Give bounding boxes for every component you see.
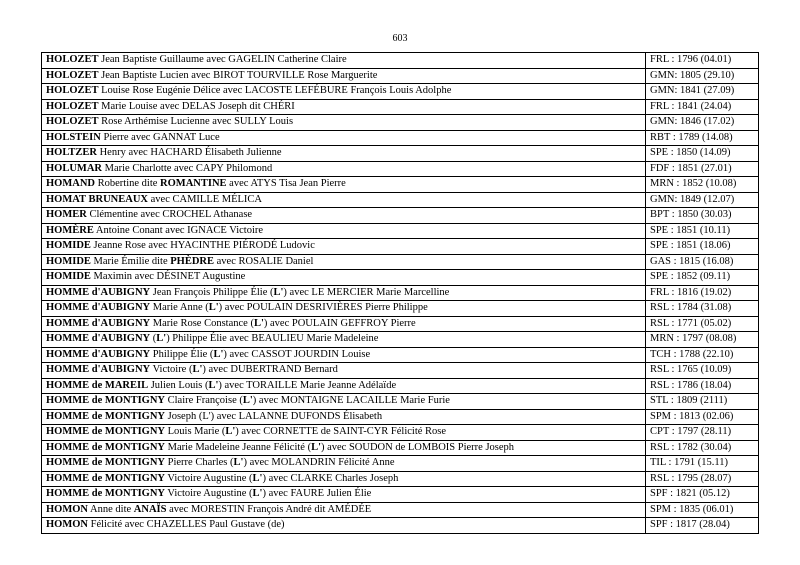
table-row <box>42 161 759 177</box>
source-reference-cell: RSL : 1771 (05.02) <box>646 316 759 332</box>
source-reference-cell: GMN: 1849 (12.07) <box>646 192 759 208</box>
entry-name-bold: HOMME d'AUBIGNY <box>46 302 151 314</box>
source-reference-cell: SPE : 1850 (14.09) <box>646 146 759 162</box>
entry-text: Marie Anne ( <box>150 302 209 314</box>
entry-name-bold: HOMON <box>46 519 88 531</box>
entry-name-bold: HOLOZET <box>46 116 99 128</box>
source-reference-cell: SPF : 1817 (28.04) <box>646 518 759 534</box>
entry-text: Marie Louise avec DELAS Joseph dit CHÉRI <box>98 100 295 112</box>
table-row <box>42 84 759 100</box>
table-row <box>42 332 759 348</box>
entry-name-bold: L' <box>213 348 224 360</box>
entry-name-bold: HOMME de MONTIGNY <box>46 441 165 453</box>
marriage-entry-cell <box>42 223 646 239</box>
table-row <box>42 99 759 115</box>
marriage-entry-cell <box>42 239 646 255</box>
source-reference-cell: RSL : 1784 (31.08) <box>646 301 759 317</box>
entry-name-bold: L' <box>192 364 203 376</box>
marriage-entry-cell <box>42 177 646 193</box>
entry-text: Louis Marie ( <box>165 426 226 438</box>
marriage-entry-cell <box>42 487 646 503</box>
marriage-entry-cell <box>42 316 646 332</box>
entry-text: Marie Rose Constance ( <box>150 317 254 329</box>
entry-name-bold: HOLOZET <box>46 100 99 112</box>
source-reference-cell: GMN: 1841 (27.09) <box>646 84 759 100</box>
entry-name-bold: HOMME d'AUBIGNY <box>46 286 151 298</box>
entry-name-bold: L' <box>311 441 321 453</box>
entry-text: ( <box>150 333 157 345</box>
entry-name-bold: ANAÏS <box>133 503 167 515</box>
entry-name-bold: HOMAND <box>46 178 95 190</box>
source-reference-cell: FRL : 1816 (19.02) <box>646 285 759 301</box>
entry-name-bold: HOMER <box>46 209 87 221</box>
entry-text: ) avec MONTAIGNE LACAILLE Marie Furie <box>252 395 450 407</box>
marriage-entry-cell <box>42 425 646 441</box>
source-reference-cell: FRL : 1796 (04.01) <box>646 53 759 69</box>
table-row <box>42 471 759 487</box>
entry-name-bold: HOMME de MONTIGNY <box>46 410 165 422</box>
source-reference-cell: SPE : 1852 (09.11) <box>646 270 759 286</box>
entry-text: Marie Charlotte avec CAPY Philomond <box>102 162 273 174</box>
entry-name-bold: L' <box>225 426 236 438</box>
entry-text: Victoire ( <box>150 364 193 376</box>
source-reference-cell: GMN: 1805 (29.10) <box>646 68 759 84</box>
marriage-entry-cell <box>42 146 646 162</box>
entry-name-bold: PHÈDRE <box>170 255 214 267</box>
marriage-entry-cell <box>42 53 646 69</box>
entry-text: Rose Arthémise Lucienne avec SULLY Louis <box>98 116 294 128</box>
marriage-entry-cell <box>42 254 646 270</box>
entry-text: Jean Baptiste Guillaume avec GAGELIN Catherine Claire <box>98 54 347 66</box>
table-row <box>42 316 759 332</box>
entry-text: Joseph (L') avec LALANNE DUFONDS Élisabeth <box>165 410 383 422</box>
marriage-entry-cell <box>42 347 646 363</box>
marriage-entry-cell <box>42 471 646 487</box>
source-reference-cell: TIL : 1791 (15.11) <box>646 456 759 472</box>
entry-text: Jean Baptiste Lucien avec BIROT TOURVILLE Rose Marguerite <box>98 69 378 81</box>
marriage-entry-cell <box>42 440 646 456</box>
marriage-register-table <box>41 52 759 534</box>
marriage-entry-cell <box>42 161 646 177</box>
entry-name-bold: L' <box>156 333 167 345</box>
entry-text: ) Philippe Élie avec BEAULIEU Marie Madeleine <box>166 333 379 345</box>
entry-name-bold: HOMME de MONTIGNY <box>46 488 165 500</box>
source-reference-cell: SPM : 1835 (06.01) <box>646 502 759 518</box>
marriage-entry-cell <box>42 270 646 286</box>
source-reference-cell: MRN : 1852 (10.08) <box>646 177 759 193</box>
entry-text: Jeanne Rose avec HYACINTHE PIÉRODÉ Ludovic <box>90 240 315 252</box>
table-row <box>42 440 759 456</box>
page-number: 603 <box>392 33 408 44</box>
table-row <box>42 146 759 162</box>
entry-name-bold: HOMME d'AUBIGNY <box>46 317 151 329</box>
entry-text: ) avec POULAIN GEFFROY Pierre <box>263 317 416 329</box>
entry-name-bold: HOMME de MONTIGNY <box>46 472 165 484</box>
table-row <box>42 223 759 239</box>
table-row <box>42 130 759 146</box>
marriage-entry-cell <box>42 68 646 84</box>
entry-text: ) avec MOLANDRIN Félicité Anne <box>243 457 395 469</box>
table-row <box>42 208 759 224</box>
marriage-entry-cell <box>42 332 646 348</box>
entry-text: Louise Rose Eugénie Délice avec LACOSTE LEFÉBURE François Louis Adolphe <box>98 85 452 97</box>
entry-text: Philippe Élie ( <box>150 348 214 360</box>
entry-text: Victoire Augustine ( <box>165 472 253 484</box>
table-row <box>42 363 759 379</box>
entry-name-bold: HOLSTEIN <box>46 131 101 143</box>
entry-name-bold: HOMME de MONTIGNY <box>46 457 165 469</box>
entry-name-bold: HOMIDE <box>46 255 91 267</box>
table-row <box>42 425 759 441</box>
marriage-entry-cell <box>42 394 646 410</box>
entry-name-bold: HOMME de MONTIGNY <box>46 395 165 407</box>
entry-text: Claire Françoise ( <box>165 395 243 407</box>
entry-text: ) avec FAURE Julien Élie <box>262 488 372 500</box>
entry-text: avec ATYS Tisa Jean Pierre <box>226 178 346 190</box>
source-reference-cell: CPT : 1797 (28.11) <box>646 425 759 441</box>
marriage-entry-cell <box>42 285 646 301</box>
source-reference-cell: SPF : 1821 (05.12) <box>646 487 759 503</box>
entry-text: ) avec DUBERTRAND Bernard <box>202 364 338 376</box>
source-reference-cell: TCH : 1788 (22.10) <box>646 347 759 363</box>
table-row <box>42 456 759 472</box>
table-row <box>42 301 759 317</box>
marriage-entry-cell <box>42 84 646 100</box>
source-reference-cell: RSL : 1765 (10.09) <box>646 363 759 379</box>
entry-name-bold: HOMAT BRUNEAUX <box>46 193 148 205</box>
entry-name-bold: HOLOZET <box>46 54 99 66</box>
entry-name-bold: L' <box>252 488 263 500</box>
entry-name-bold: L' <box>252 472 263 484</box>
table-row <box>42 518 759 534</box>
entry-text: ) avec SOUDON de LOMBOIS Pierre Joseph <box>320 441 515 453</box>
entry-text: Félicité avec CHAZELLES Paul Gustave (de) <box>88 519 285 531</box>
source-reference-cell: SPE : 1851 (18.06) <box>646 239 759 255</box>
marriage-entry-cell <box>42 409 646 425</box>
entry-text: avec CAMILLE MÉLICA <box>148 193 263 205</box>
source-reference-cell: GMN: 1846 (17.02) <box>646 115 759 131</box>
entry-text: ) avec TORAILLE Marie Jeanne Adélaïde <box>218 379 397 391</box>
source-reference-cell: RSL : 1786 (18.04) <box>646 378 759 394</box>
marriage-entry-cell <box>42 378 646 394</box>
entry-text: ) avec CASSOT JOURDIN Louise <box>223 348 371 360</box>
table-row <box>42 68 759 84</box>
entry-name-bold: HOMON <box>46 503 88 515</box>
entry-name-bold: HOMME d'AUBIGNY <box>46 333 151 345</box>
entry-text: ) avec CLARKE Charles Joseph <box>262 472 399 484</box>
entry-text: Robertine dite <box>95 178 161 190</box>
register-rows <box>42 53 759 534</box>
entry-name-bold: HOMÈRE <box>46 224 94 236</box>
table-row <box>42 270 759 286</box>
table-row <box>42 239 759 255</box>
source-reference-cell: SPE : 1851 (10.11) <box>646 223 759 239</box>
marriage-entry-cell <box>42 130 646 146</box>
table-row <box>42 487 759 503</box>
entry-name-bold: HOLOZET <box>46 69 99 81</box>
source-reference-cell: STL : 1809 (2111) <box>646 394 759 410</box>
table-row <box>42 254 759 270</box>
entry-name-bold: HOMME de MAREIL <box>46 379 149 391</box>
entry-text: avec ROSALIE Daniel <box>214 255 314 267</box>
entry-text: ) avec CORNETTE de SAINT-CYR Félicité Rose <box>235 426 447 438</box>
entry-name-bold: HOMIDE <box>46 240 91 252</box>
entry-name-bold: HOMIDE <box>46 271 91 283</box>
table-row <box>42 115 759 131</box>
entry-text: Pierre Charles ( <box>165 457 234 469</box>
source-reference-cell: GAS : 1815 (16.08) <box>646 254 759 270</box>
entry-text: Marie Madeleine Jeanne Félicité ( <box>165 441 312 453</box>
source-reference-cell: RSL : 1795 (28.07) <box>646 471 759 487</box>
entry-text: Marie Émilie dite <box>90 255 171 267</box>
entry-name-bold: HOLTZER <box>46 147 97 159</box>
entry-name-bold: HOMME de MONTIGNY <box>46 426 165 438</box>
entry-text: Anne dite <box>88 503 134 515</box>
table-row <box>42 347 759 363</box>
table-row <box>42 285 759 301</box>
table-row <box>42 502 759 518</box>
entry-name-bold: L' <box>273 286 284 298</box>
entry-text: Jean François Philippe Élie ( <box>150 286 274 298</box>
source-reference-cell: RSL : 1782 (30.04) <box>646 440 759 456</box>
entry-text: Pierre avec GANNAT Luce <box>100 131 220 143</box>
entry-text: ) avec LE MERCIER Marie Marcelline <box>283 286 450 298</box>
entry-name-bold: L' <box>233 457 244 469</box>
entry-name-bold: L' <box>208 379 219 391</box>
marriage-entry-cell <box>42 363 646 379</box>
marriage-entry-cell <box>42 192 646 208</box>
marriage-entry-cell <box>42 502 646 518</box>
marriage-entry-cell <box>42 115 646 131</box>
marriage-entry-cell <box>42 99 646 115</box>
table-row <box>42 409 759 425</box>
table-row <box>42 177 759 193</box>
entry-name-bold: ROMANTINE <box>160 178 227 190</box>
entry-text: Julien Louis ( <box>148 379 209 391</box>
entry-text: avec MORESTIN François André dit AMÉDÉE <box>166 503 372 515</box>
entry-text: ) avec POULAIN DESRIVIÈRES Pierre Philippe <box>218 302 428 314</box>
entry-text: Clémentine avec CROCHEL Athanase <box>86 209 253 221</box>
source-reference-cell: FDF : 1851 (27.01) <box>646 161 759 177</box>
entry-name-bold: HOLOZET <box>46 85 99 97</box>
entry-name-bold: L' <box>253 317 264 329</box>
marriage-entry-cell <box>42 208 646 224</box>
entry-name-bold: L' <box>242 395 253 407</box>
source-reference-cell: RBT : 1789 (14.08) <box>646 130 759 146</box>
entry-text: Maximin avec DÉSINET Augustine <box>90 271 246 283</box>
table-row <box>42 378 759 394</box>
table-row <box>42 394 759 410</box>
table-row <box>42 192 759 208</box>
source-reference-cell: MRN : 1797 (08.08) <box>646 332 759 348</box>
source-reference-cell: FRL : 1841 (24.04) <box>646 99 759 115</box>
source-reference-cell: BPT : 1850 (30.03) <box>646 208 759 224</box>
marriage-entry-cell <box>42 518 646 534</box>
entry-text: Antoine Conant avec IGNACE Victoire <box>93 224 264 236</box>
marriage-entry-cell <box>42 301 646 317</box>
entry-name-bold: HOLUMAR <box>46 162 102 174</box>
entry-name-bold: HOMME d'AUBIGNY <box>46 348 151 360</box>
entry-name-bold: HOMME d'AUBIGNY <box>46 364 151 376</box>
entry-text: Henry avec HACHARD Élisabeth Julienne <box>96 147 282 159</box>
table-row <box>42 53 759 69</box>
source-reference-cell: SPM : 1813 (02.06) <box>646 409 759 425</box>
entry-text: Victoire Augustine ( <box>165 488 253 500</box>
marriage-entry-cell <box>42 456 646 472</box>
entry-name-bold: L' <box>208 302 219 314</box>
